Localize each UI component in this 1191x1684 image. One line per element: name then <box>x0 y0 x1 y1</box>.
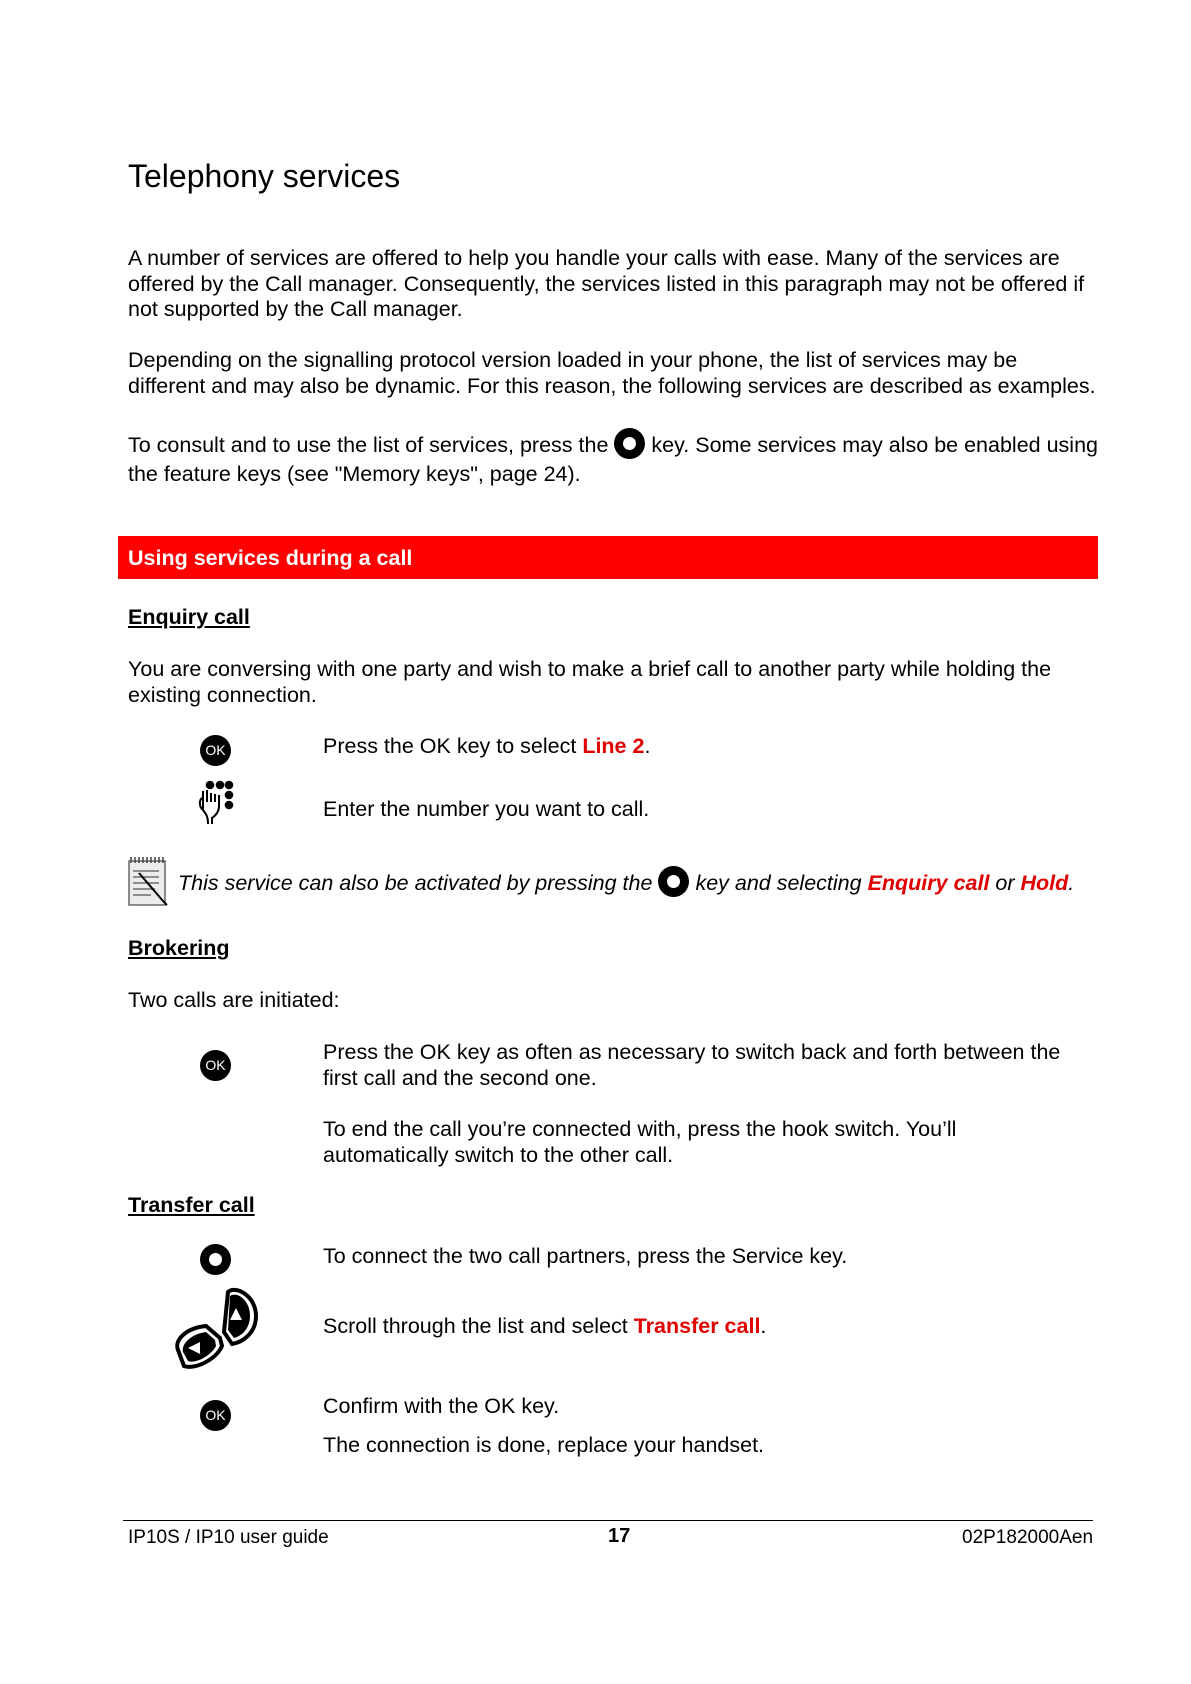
intro-p3-before: To consult and to use the list of services, press the <box>128 433 609 457</box>
navigator-icon <box>174 1286 262 1374</box>
transfer-heading: Transfer call <box>128 1193 255 1217</box>
section-header-band <box>118 536 1098 579</box>
notepad-icon <box>127 855 169 907</box>
note-end: . <box>1068 871 1075 895</box>
service-key-icon <box>658 866 689 897</box>
enquiry-step-1-end: . <box>644 734 651 758</box>
enquiry-description: You are conversing with one party and wish to make a brief call to another party while holding the existing connection. <box>128 657 1052 707</box>
transfer-step-2-text: Scroll through the list and select <box>323 1314 634 1338</box>
footer-rule <box>123 1520 1093 1521</box>
footer-document-id: 02P182000Aen <box>962 1527 1094 1548</box>
enquiry-step-2: Enter the number you want to call. <box>323 797 650 821</box>
ok-key-icon: OK <box>200 1050 231 1081</box>
enquiry-step-1-text: Press the OK key to select <box>323 734 583 758</box>
enquiry-step-1 <box>323 734 1103 760</box>
enquiry-heading: Enquiry call <box>128 605 250 629</box>
ok-key-icon: OK <box>200 1400 231 1431</box>
intro-paragraph-1: A number of services are offered to help you handle your calls with ease. Many of the services are offered by the Call manager. Consequently, the services listed in this paragraph may not be offered if not supported by the Call manager. <box>128 246 1085 321</box>
intro-p3-after: key. Some services may also be enabled using the feature keys (see "Memory keys", page 24). <box>128 433 1098 486</box>
transfer-step-2 <box>323 1314 1103 1340</box>
service-key-icon <box>614 428 645 459</box>
transfer-step-4: The connection is done, replace your handset. <box>323 1433 765 1457</box>
brokering-step-2: To end the call you’re connected with, press the hook switch. You’ll automatically switch to the other call. <box>323 1117 957 1167</box>
intro-paragraph-2: Depending on the signalling protocol version loaded in your phone, the list of services may be different and may also be dynamic. For this reason, the following services are described as examples. <box>128 348 1096 398</box>
enquiry-note <box>178 866 1074 897</box>
transfer-call-highlight: Transfer call <box>633 1314 761 1338</box>
brokering-description: Two calls are initiated: <box>128 988 340 1012</box>
brokering-heading: Brokering <box>128 936 230 960</box>
hold-highlight: Hold <box>1020 871 1069 895</box>
transfer-step-2-end: . <box>760 1314 767 1338</box>
section-header: Using services during a call <box>128 546 413 570</box>
ok-key-icon: OK <box>200 735 231 766</box>
keypad-icon <box>196 780 234 826</box>
line-2-highlight: Line 2 <box>582 734 645 758</box>
note-or: or <box>989 871 1021 895</box>
enquiry-call-highlight: Enquiry call <box>867 871 990 895</box>
footer-guide-title: IP10S / IP10 user guide <box>128 1527 329 1548</box>
page-title: Telephony services <box>128 158 401 194</box>
transfer-step-1: To connect the two call partners, press the Service key. <box>323 1244 848 1268</box>
transfer-step-3: Confirm with the OK key. <box>323 1394 560 1418</box>
note-text-2: key and selecting <box>695 871 868 895</box>
intro-paragraph-3 <box>128 428 1098 489</box>
brokering-step-1: Press the OK key as often as necessary to switch back and forth between the first call and the second one. <box>323 1040 1061 1090</box>
footer-page-number: 17 <box>608 1525 631 1547</box>
note-text-1: This service can also be activated by pressing the <box>178 871 653 895</box>
service-key-icon <box>200 1244 231 1275</box>
